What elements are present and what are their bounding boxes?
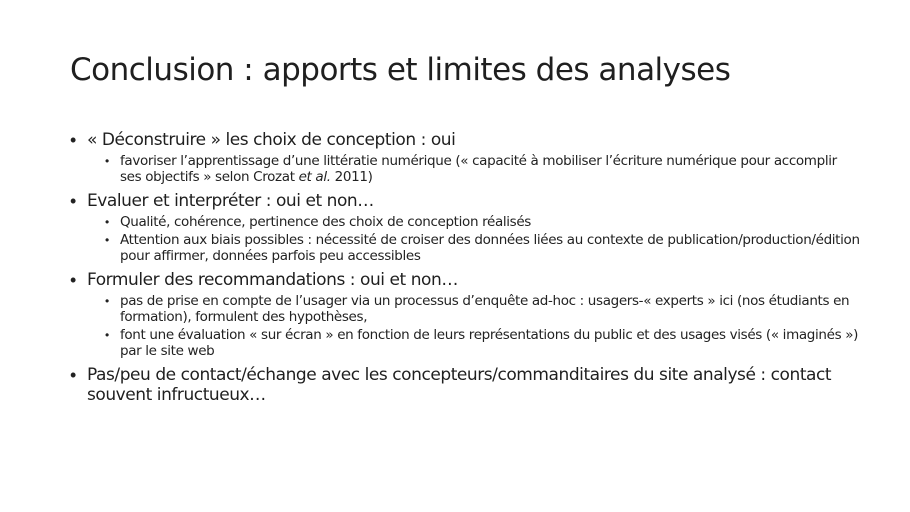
sub-bullet-list: [105, 214, 860, 264]
sub-bullet-dot: •: [105, 154, 110, 168]
bullet-dot: •: [70, 191, 77, 211]
sub-bullet-list: [105, 293, 860, 359]
sub-bullet-litteratie: [105, 153, 860, 185]
bullet-dot: •: [70, 130, 77, 150]
bullet-list: [70, 130, 860, 405]
bullet-formuler: [70, 270, 860, 359]
slide-title: Conclusion : apports et limites des analyses: [70, 52, 731, 88]
bullet-dot: •: [70, 365, 77, 385]
bullet-contact: [70, 365, 860, 405]
sub-bullet-text: Qualité, cohérence, pertinence des choix de conception réalisés: [120, 214, 531, 230]
bullet-deconstruire: [70, 130, 860, 185]
sub-bullet-text-part: favoriser l’apprentissage d’une littératie numérique (« capacité à mobiliser l’écriture numérique pour accomplir ses objectifs » selon Crozat: [120, 153, 837, 185]
sub-bullet-qualite: [105, 214, 860, 230]
sub-bullet-text: font une évaluation « sur écran » en fonction de leurs représentations du public et des usages visés (« imaginés ») par le site web: [120, 327, 859, 359]
sub-bullet-italic: et al.: [298, 169, 331, 185]
bullet-dot: •: [70, 270, 77, 290]
sub-bullet-dot: •: [105, 294, 110, 308]
bullet-text: « Déconstruire » les choix de conception : oui: [87, 130, 456, 150]
sub-bullet-text-part: 2011): [330, 169, 373, 185]
sub-bullet-dot: •: [105, 233, 110, 247]
bullet-text: Pas/peu de contact/échange avec les concepteurs/commanditaires du site analysé : contact souvent infructueux…: [87, 365, 832, 405]
sub-bullet-dot: •: [105, 328, 110, 342]
slide-content: [70, 130, 860, 407]
bullet-text: Evaluer et interpréter : oui et non…: [87, 191, 374, 211]
sub-bullet-biais: [105, 232, 860, 264]
sub-bullet-text: Attention aux biais possibles : nécessité de croiser des données liées au contexte de publication/production/édition pour affirmer, données parfois peu accessibles: [120, 232, 860, 264]
sub-bullet-list: [105, 153, 860, 185]
sub-bullet-evaluation: [105, 327, 860, 359]
sub-bullet-text: pas de prise en compte de l’usager via un processus d’enquête ad-hoc : usagers-« experts » ici (nos étudiants en formation), formulent des hypothèses,: [120, 293, 850, 325]
bullet-text: Formuler des recommandations : oui et non…: [87, 270, 458, 290]
bullet-evaluer: [70, 191, 860, 264]
sub-bullet-dot: •: [105, 215, 110, 229]
sub-bullet-text: [120, 153, 860, 185]
sub-bullet-usager: [105, 293, 860, 325]
